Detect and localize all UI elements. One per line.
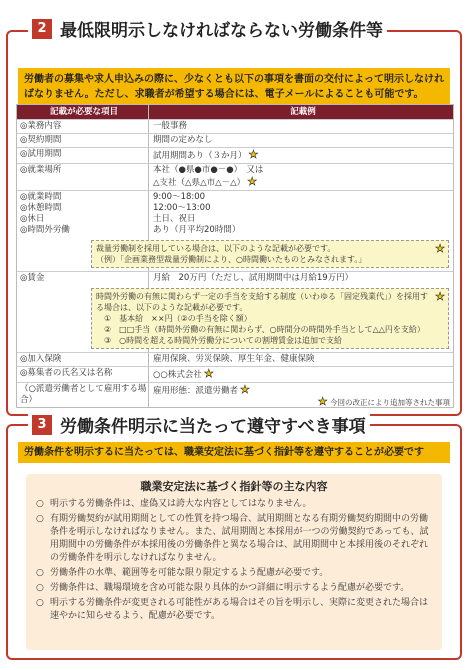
- section-3-header: [28, 412, 370, 437]
- list-item: [36, 582, 432, 595]
- table-row: [17, 119, 453, 133]
- row-item: ◎業務内容: [17, 120, 149, 133]
- bullet: ○: [36, 499, 44, 509]
- row-example-text: 12:00～13:00: [153, 203, 211, 213]
- section-2-title: 最低限明示しなければならない労働条件等: [60, 21, 383, 41]
- row-example: [149, 164, 453, 190]
- section-3-frame: [6, 417, 462, 660]
- star-icon: ★: [240, 383, 250, 396]
- row-item: ◎試用期間: [17, 148, 149, 163]
- bullet: ○: [36, 514, 44, 524]
- list-item: [36, 513, 432, 565]
- section-2-frame: [6, 21, 462, 416]
- list-item: [36, 597, 432, 623]
- bullet: ○: [36, 583, 44, 593]
- note-cell: [96, 237, 453, 271]
- row-item-text: [20, 176, 148, 187]
- star-icon: ★: [248, 148, 259, 161]
- guideline-title: 職業安定法に基づく指針等の主な内容: [140, 480, 328, 493]
- table-row: [17, 147, 453, 163]
- table-row: [17, 133, 453, 147]
- header-example: 記載例: [290, 107, 316, 117]
- star-icon: ★: [203, 367, 214, 380]
- table-row: [17, 271, 453, 285]
- row-item: [17, 164, 149, 190]
- star-icon: ★: [247, 175, 258, 188]
- row-example: 月給 20万円（ただし、試用期間中は月給19万円）: [153, 273, 354, 283]
- row-item-text: ◎就業場所: [20, 165, 62, 175]
- section-3-number: 3: [32, 415, 52, 435]
- conditions-table: [16, 104, 454, 408]
- table-row: [17, 352, 453, 366]
- row-item-text: ◎就業時間: [20, 192, 62, 202]
- section-2-header: [28, 16, 387, 41]
- row-example: [149, 367, 453, 382]
- row-item-text: ◎時間外労働: [20, 225, 70, 235]
- table-row: [17, 190, 453, 237]
- row-example-text: あり（月平均20時間）: [153, 225, 241, 235]
- row-example-text: 雇用形態：派遣労働者: [153, 386, 239, 396]
- guideline-box: [26, 474, 442, 650]
- section-3-lead: 労働条件を明示するに当たっては、職業安定法に基づく指針等を遵守することが必要です: [18, 442, 450, 463]
- fixed-overtime-note: [91, 288, 449, 349]
- list-item-text: 明示する労働条件は、虚偽又は誇大な内容としてはなりません。: [50, 499, 312, 509]
- star-icon: ★: [435, 290, 445, 303]
- list-item: [36, 498, 432, 511]
- note-row: [17, 237, 453, 271]
- footnote: [316, 395, 450, 408]
- table-row: [17, 163, 453, 190]
- list-item-text: 労働条件の水準、範囲等を可能な限り限定するよう配慮が必要です。: [50, 568, 329, 578]
- list-item: [36, 567, 432, 580]
- section-2-lead: 労働者の募集や求人申込みの際に、少なくとも以下の事項を書面の交付によって明示しなければなりません。ただし、求職者が希望する場合には、電子メールによることも可能です。: [18, 68, 450, 106]
- note-cell: [96, 285, 453, 352]
- row-example-text: 9:00～18:00: [153, 192, 206, 202]
- section-3-title: 労働条件明示に当たって遵守すべき事項: [60, 417, 366, 437]
- bullet: ○: [36, 598, 44, 608]
- list-item-text: 労働条件は、職場環境を含め可能な限り具体的かつ詳細に明示するよう配慮が必要です。: [50, 583, 410, 593]
- row-example-text: ○○株式会社: [153, 370, 202, 380]
- row-item-text: ◎休日: [20, 214, 45, 224]
- note-text: （例）「企画業務型裁量労働制により、○時間働いたものとみなされます。」: [96, 255, 367, 264]
- list-item-text: 明示する労働条件が変更される可能性がある場合はその旨を明示し、実際に変更された場合は速やかに知らせるよう、配慮が必要です。: [50, 598, 429, 621]
- header-item: 記載が必要な項目: [17, 105, 149, 119]
- list-item-text: 有期労働契約が試用期間としての性質を持つ場合、試用期間となる有期労働契約期間中の労働条件を明示しなければなりません。また、試用期間と本採用が一つの労働契約であっても、試用期間中の労働条件が本採用後の労働条件と異なる場合は、試用期間中と本採用後のそれぞれの労働条件を明示しなければなりません。: [50, 514, 429, 563]
- row-item: ◎募集者の氏名又は名称: [17, 367, 149, 382]
- note-row: [17, 285, 453, 352]
- row-example-line: [153, 176, 453, 189]
- note-text: 時間外労働の有無に関わらず一定の手当を支給する制度（いわゆる「固定残業代」）を採用する場合は、以下のような記載が必要です。: [96, 292, 428, 312]
- star-icon: ★: [317, 395, 328, 408]
- footnote-text: 今回の改正により追加等された事項: [330, 398, 450, 407]
- table-row: [17, 366, 453, 382]
- row-item: （○派遣労働者として雇用する場合）: [17, 383, 149, 407]
- star-icon: ★: [435, 242, 445, 255]
- section-2-number: 2: [32, 19, 52, 39]
- row-example-text: △支社（△県△市△－△）: [153, 178, 246, 188]
- row-example: 期間の定めなし: [153, 135, 213, 145]
- row-example: 雇用保険、労災保険、厚生年金、健康保険: [153, 354, 315, 364]
- note-text: ① 基本給 ××円（②の手当を除く額）: [104, 314, 252, 323]
- row-example-text: 試用期間あり（３か月）: [153, 151, 247, 161]
- row-example: 一般事務: [153, 121, 188, 131]
- row-item: ◎賃金: [17, 272, 149, 285]
- row-item: [17, 191, 149, 237]
- note-text: 裁量労働制を採用している場合は、以下のような記載が必要です。: [96, 244, 336, 253]
- bullet: ○: [36, 568, 44, 578]
- row-item-text: ◎休憩時間: [20, 203, 62, 213]
- row-example-text: 本社（●県●市●－●） 又は: [153, 165, 264, 175]
- table-header: [17, 105, 453, 119]
- row-example: [149, 148, 453, 163]
- row-item: ◎契約期間: [17, 134, 149, 147]
- row-example: [149, 191, 453, 237]
- note-text: ② □□手当（時間外労働の有無に関わらず、○時間分の時間外手当として△△円を支給）: [104, 325, 425, 334]
- note-text: ③ ○時間を超える時間外労働分についての割増賃金は追加で支給: [104, 336, 342, 345]
- row-item: ◎加入保険: [17, 353, 149, 366]
- discretionary-note: [91, 240, 449, 268]
- row-example-text: 土日、祝日: [153, 214, 196, 224]
